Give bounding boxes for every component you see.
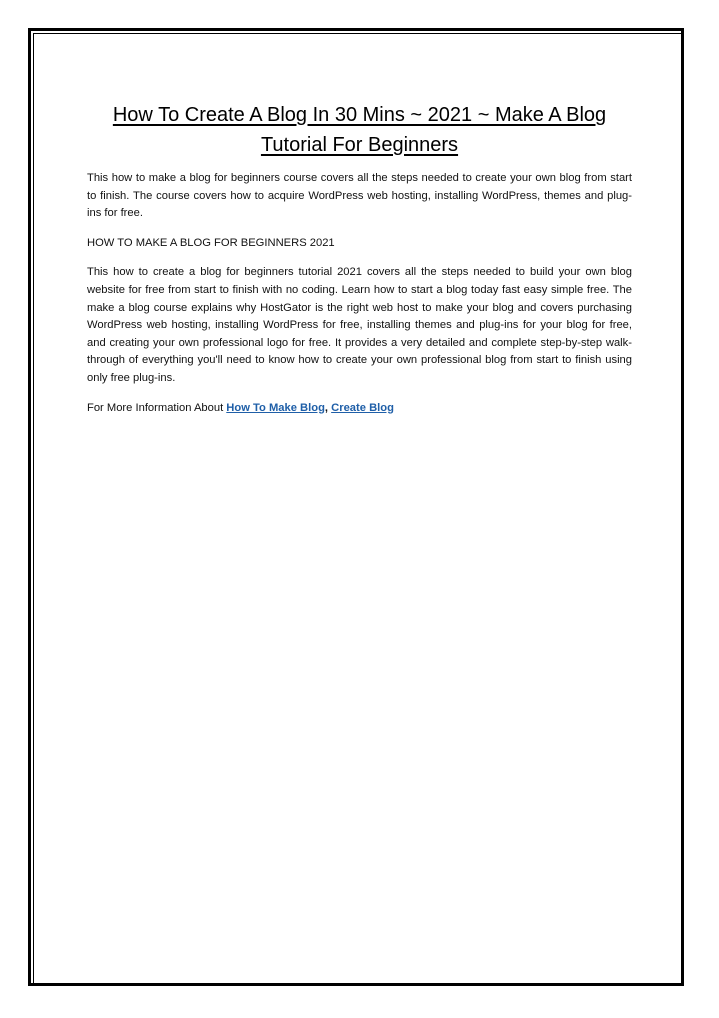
- section-heading: HOW TO MAKE A BLOG FOR BEGINNERS 2021: [87, 236, 335, 249]
- document-content: [87, 100, 632, 429]
- document-title: How To Create A Blog In 30 Mins ~ 2021 ~ Make A Blog Tutorial For Beginners: [112, 104, 607, 156]
- body-paragraph: This how to create a blog for beginners tutorial 2021 covers all the steps needed to build your own blog website for free from start to finish with no coding. Learn how to start a blog today fast easy simple free. The make a blog course explains why HostGator is the right web host to make your blog and covers purchasing WordPress web hosting, installing WordPress for free, installing themes and plug-ins for your blog for free, and creating your own professional logo for free. It provides a very detailed and complete step-by-step walk-through of everything you'll need to know how to create your own professional blog from start to finish using only free plug-ins.: [87, 266, 632, 384]
- intro-paragraph: This how to make a blog for beginners course covers all the steps needed to create your own blog from start to finish. The course covers how to acquire WordPress web hosting, installing WordPress, themes and plug-ins for free.: [87, 172, 632, 220]
- how-to-make-blog-link[interactable]: How To Make Blog: [226, 401, 325, 414]
- link-separator: ,: [324, 401, 329, 414]
- create-blog-link[interactable]: Create Blog: [331, 401, 394, 414]
- more-info-prefix: For More Information About: [87, 401, 227, 414]
- more-info-line: [87, 400, 632, 418]
